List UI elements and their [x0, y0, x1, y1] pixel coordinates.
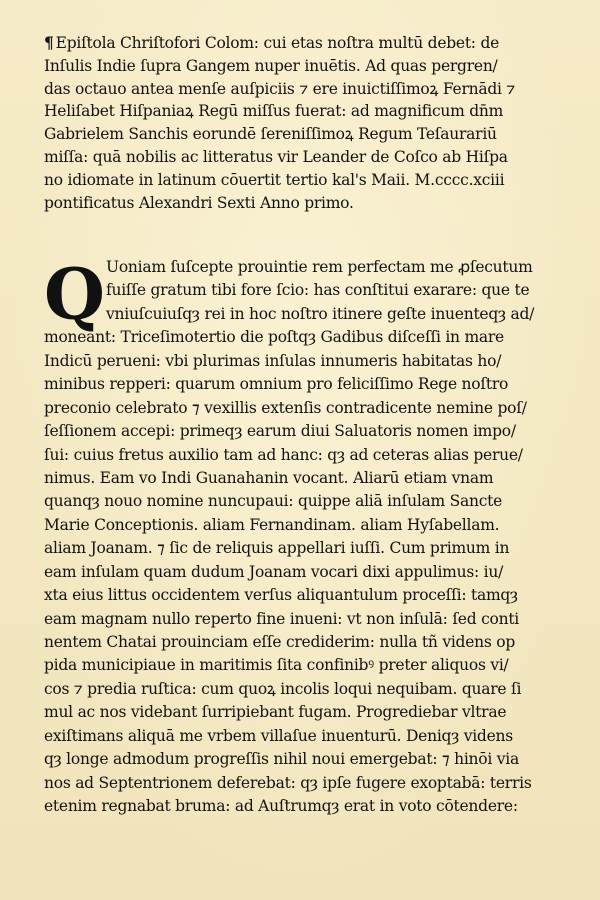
body-line: quanqȝ nouo nomine nuncupaui: quippe aliā inſulam Sancte [44, 492, 503, 511]
body-line: minibus repperi: quarum omnium pro feliciſſimo Rege noſtro [44, 375, 509, 394]
body-line: eam magnam nullo reperto fine inueni: vt non inſulā: ſed conti [44, 609, 520, 628]
body-line: aliam Joanam. ⁊ ſic de reliquis appellari iuſſi. Cum primum in [44, 539, 510, 558]
body-line: exiſtimans aliquā me vrbem villaſue inuenturū. Deniqȝ videns [44, 726, 513, 745]
body-line: fuiſſe gratum tibi fore ſcio: has conſtitui exarare: que te [106, 281, 530, 300]
body-line: etenim regnabat bruma: ad Auſtrumqȝ erat in voto cōtendere: [44, 797, 518, 816]
letter-body [44, 253, 564, 819]
body-line: Uoniam ſuſcepte prouintie rem perfectam me ꝓſecutum [106, 258, 533, 276]
heading-line [44, 32, 564, 55]
body-line: nos ad Septentrionem deferebat: qȝ ipſe fugere exoptabā: terris [44, 773, 532, 792]
body-line: nimus. Eam vo Indi Guanahanin vocant. Aliarū etiam vnam [44, 468, 494, 487]
letter-heading [44, 32, 564, 214]
heading-line: Heliſabet Hiſpaniaꝝ Regū miſſus fuerat: ad magnificum dn̄m [44, 102, 504, 121]
body-line: xta eius littus occidentem verſus aliquantulum proceſſi: tamqȝ [44, 586, 518, 605]
body-line: preconio celebrato ⁊ vexillis extenſis contradicente nemine poſ/ [44, 398, 527, 417]
body-line: ſui: cuius fretus auxilio tam ad hanc: qȝ ad ceteras alias perue/ [44, 445, 523, 464]
heading-line-text: Epiſtola Chriſtofori Colom: cui etas noſtra multū debet: de [55, 34, 500, 52]
heading-line: Gabrielem Sanchis eorundē ſereniſſimoꝝ Regum Teſaurariū [44, 125, 497, 144]
body-line: cos ⁊ predia ruſtica: cum quoꝝ incolis loqui nequibam. quare ſi [44, 679, 522, 698]
body-line: Indicū perueni: vbi plurimas inſulas innumeris habitatas ho/ [44, 351, 502, 370]
body-line: ſeſſionem accepi: primeqȝ earum diui Saluatoris nomen impo/ [44, 422, 516, 441]
body-line: mul ac nos videbant ſurripiebant fugam. Progrediebar vltrae [44, 703, 507, 722]
body-line: qȝ longe admodum progreſſis nihil noui emergebat: ⁊ hinōi via [44, 750, 519, 769]
pilcrow-mark: ¶ [44, 33, 54, 52]
heading-line: miſſa: quā nobilis ac litteratus vir Leander de Coſco ab Hiſpa [44, 147, 508, 166]
drop-cap-initial: Q [44, 253, 105, 336]
heading-line: no idiomate in latinum cōuertit tertio kal's Maii. M.cccc.xciii [44, 170, 505, 189]
body-line: moneant: Triceſimotertio die poſtqȝ Gadibus diſceſſi in mare [44, 328, 504, 347]
body-line: vniuſcuiuſqȝ rei in hoc noſtro itinere geſte inuenteqȝ ad/ [106, 304, 535, 323]
body-line: eam inſulam quam dudum Joanam vocari dixi appulimus: iu/ [44, 562, 504, 581]
body-line: Marie Conceptionis. aliam Fernandinam. aliam Hyſabellam. [44, 515, 500, 534]
heading-line: pontificatus Alexandri Sexti Anno primo. [44, 193, 354, 212]
body-line: pida municipiaue in maritimis ſita confinibꝰ preter aliquos vi/ [44, 656, 509, 675]
body-line: nentem Chatai prouinciam eſſe crediderim: nulla tñ videns op [44, 633, 516, 651]
heading-line: das octauo antea menſe auſpiciis ⁊ ere inuictiſſimoꝝ Fernādi ⁊ [44, 79, 516, 98]
heading-line: Inſulis Indie ſupra Gangem nuper inuētis. Ad quas pergren/ [44, 56, 498, 75]
